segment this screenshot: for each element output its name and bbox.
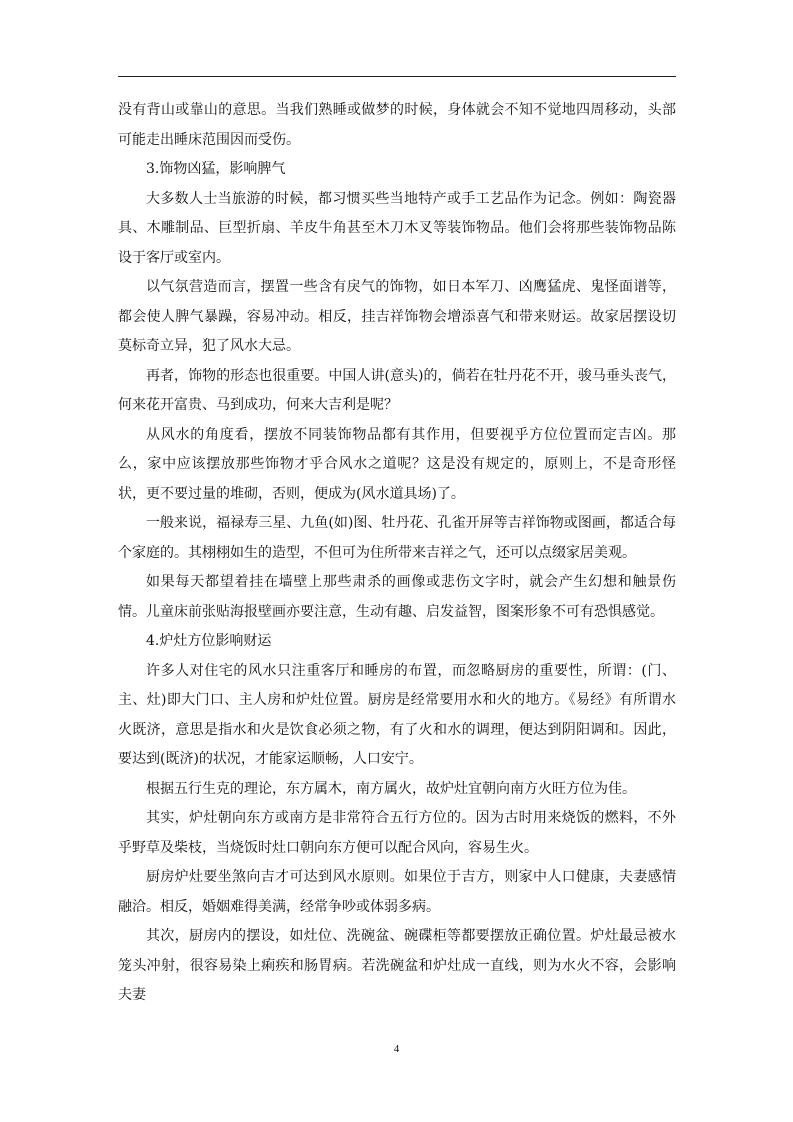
paragraph-9: 根据五行生克的理论，东方属木，南方属火，故炉灶宜朝向南方火旺方位为佳。 xyxy=(146,780,636,797)
section-heading-3: 3.饰物凶猛，影响脾气 xyxy=(146,161,286,177)
page-number: 4 xyxy=(393,1043,400,1055)
paragraph-7: 如果每天都望着挂在墙壁上那些肃杀的画像或悲伤文字时，就会产生幻想和触景伤情。儿童床前张贴海报壁画亦要注意，生动有趣、启发益智，图案形象不可有恐惧感觉。 xyxy=(118,574,676,620)
paragraph-10: 其实，炉灶朝向东方或南方是非常符合五行方位的。因为古时用来烧饭的燃料，不外乎野草及柴枝，当烧饭时灶口朝向东方便可以配合风向，容易生火。 xyxy=(118,810,676,856)
paragraph-3: 以气氛营造而言，摆置一些含有戾气的饰物，如日本军刀、凶鹰猛虎、鬼怪面谱等，都会使人脾气暴躁，容易冲动。相反，挂吉祥饰物会增添喜气和带来财运。故家居摆设切莫标奇立异，犯了风水大忌。 xyxy=(118,279,676,354)
paragraph-5: 从风水的角度看，摆放不同装饰物品都有其作用，但要视乎方位位置而定吉凶。那么，家中应该摆放那些饰物才乎合风水之道呢？这是没有规定的，原则上，不是奇形怪状，更不要过量的堆砌，否则，便成为(风水道具场)了。 xyxy=(118,426,676,502)
paragraph-8: 许多人对住宅的风水只注重客厅和睡房的布置，而忽略厨房的重要性，所谓：(门、主、灶)即大门口、主人房和炉灶位置。厨房是经常要用水和火的地方。《易经》有所谓水火既济，意思是指水和火是饮食必须之物，有了火和水的调理，便达到阴阳调和。因此，要达到(既济)的状况，才能家运顺畅，人口安宁。 xyxy=(118,662,676,767)
document-body xyxy=(118,96,676,1011)
paragraph-1: 没有背山或靠山的意思。当我们熟睡或做梦的时候，身体就会不知不觉地四周移动，头部可能走出睡床范围因而受伤。 xyxy=(118,102,676,148)
paragraph-11: 厨房炉灶要坐煞向吉才可达到风水原则。如果位于吉方，则家中人口健康，夫妻感情融洽。相反，婚姻难得美满，经常争吵或体弱多病。 xyxy=(118,869,676,915)
header-rule xyxy=(118,76,676,77)
paragraph-6: 一般来说，福禄寿三星、九鱼(如)图、牡丹花、孔雀开屏等吉祥饰物或图画，都适合每个家庭的。其栩栩如生的造型，不但可为住所带来吉祥之气，还可以点缀家居美观。 xyxy=(118,515,676,561)
paragraph-2: 大多数人士当旅游的时候，都习惯买些当地特产或手工艺品作为记念。例如：陶瓷器具、木雕制品、巨型折扇、羊皮牛角甚至木刀木叉等装饰物品。他们会将那些装饰物品陈设于客厅或室内。 xyxy=(118,190,676,266)
section-heading-4: 4.炉灶方位影响财运 xyxy=(146,633,272,649)
paragraph-12: 其次，厨房内的摆设，如灶位、洗碗盆、碗碟柜等都要摆放正确位置。炉灶最忌被水笼头冲射，很容易染上痢疾和肠胃病。若洗碗盆和炉灶成一直线，则为水火不容，会影响夫妻 xyxy=(118,928,676,1003)
paragraph-4: 再者，饰物的形态也很重要。中国人讲(意头)的，倘若在牡丹花不开，骏马垂头丧气，何来花开富贵、马到成功，何来大吉利是呢？ xyxy=(118,367,676,413)
